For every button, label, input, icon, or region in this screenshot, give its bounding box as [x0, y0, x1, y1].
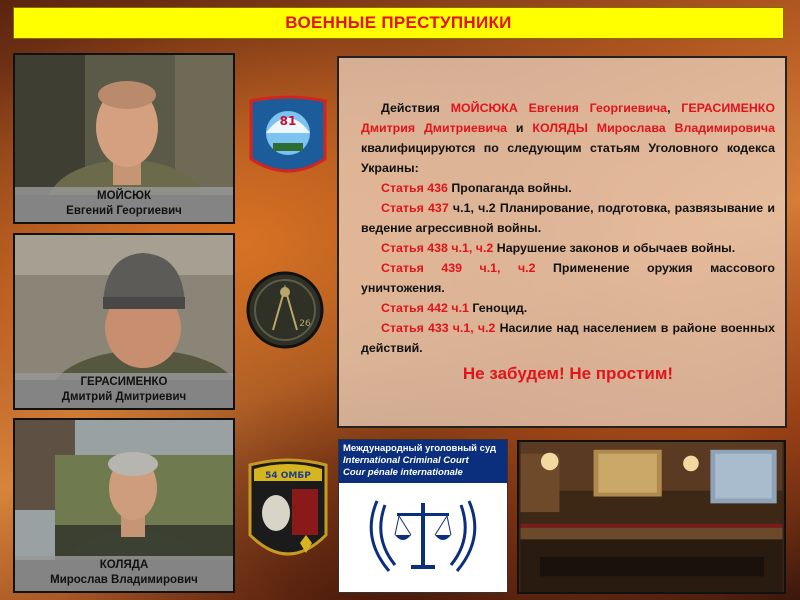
brigade-26-patch-icon	[245, 270, 325, 350]
person-name-1: Евгений Георгиевич	[66, 205, 182, 217]
person-name-3: Мирослав Владимирович	[50, 574, 198, 586]
article-item	[361, 258, 775, 298]
accused-name-2: ГЕРАСИМЕНКО Дмитрия Дмитриевича	[361, 101, 775, 135]
patch-label-54: 54 ОМБР	[265, 471, 311, 481]
person-photo-2	[15, 235, 233, 380]
article-item	[361, 298, 775, 318]
person-surname-1: МОЙСЮК	[97, 190, 151, 202]
brigade-54-patch-icon	[246, 455, 330, 573]
page-title: ВОЕННЫЕ ПРЕСТУПНИКИ	[285, 13, 512, 32]
article-item	[361, 198, 775, 238]
charges-panel	[337, 56, 787, 428]
article-text: ч.1, ч.2 Планирование, подготовка, развязывание и ведение агрессивной войны.	[361, 201, 775, 235]
article-text: Насилие над населением в районе военных действий.	[361, 321, 775, 355]
title-bar	[13, 7, 784, 39]
scales-of-justice-icon	[339, 483, 507, 589]
person-card-2	[13, 233, 235, 410]
article-text: Геноцид.	[468, 301, 528, 315]
icc-name-en: International Criminal Court	[343, 455, 469, 466]
icc-name-ru: Международный уголовный суд	[343, 443, 497, 454]
person-photo-3	[15, 420, 233, 560]
person-photo-1	[15, 55, 233, 195]
article-ref: Статья 437	[381, 201, 449, 215]
brigade-81-patch-icon	[247, 95, 329, 179]
article-ref: Статья 433 ч.1, ч.2	[381, 321, 496, 335]
patch-number-26: 26	[299, 319, 311, 329]
article-text: Пропаганда войны.	[447, 181, 572, 195]
article-item	[361, 178, 775, 198]
article-ref: Статья 438 ч.1, ч.2	[381, 241, 494, 255]
person-caption-1	[15, 187, 233, 222]
patch-number-81: 81	[279, 114, 297, 128]
article-item	[361, 238, 775, 258]
intro-text-1: Действия	[381, 101, 451, 115]
article-ref: Статья 439 ч.1, ч.2	[381, 261, 536, 275]
slogan: Не забудем! Не простим!	[462, 364, 674, 383]
person-surname-3: КОЛЯДА	[99, 559, 149, 571]
accused-name-3: КОЛЯДЫ Мирослава Владимировича	[532, 121, 775, 135]
article-text: Применение оружия массового уничтожения.	[361, 261, 775, 295]
intro-text-2: квалифицируются по следующим статьям Уголовного кодекса Украины:	[361, 141, 775, 175]
person-caption-3	[15, 556, 233, 591]
intro-and: и	[507, 121, 533, 135]
person-caption-2	[15, 373, 233, 408]
courtroom-photo	[517, 440, 786, 594]
person-surname-2: ГЕРАСИМЕНКО	[80, 376, 168, 388]
accused-name-1: МОЙСЮКА Евгения Георгиевича	[450, 101, 668, 115]
charges-intro	[361, 98, 775, 178]
article-item	[361, 318, 775, 358]
icc-header	[339, 440, 507, 483]
person-card-3	[13, 418, 235, 593]
intro-comma: ,	[667, 101, 682, 115]
icc-logo-card	[338, 439, 508, 593]
icc-name-fr: Cour pénale internationale	[343, 467, 463, 478]
article-ref: Статья 442 ч.1	[381, 301, 469, 315]
article-ref: Статья 436	[381, 181, 448, 195]
person-card-1	[13, 53, 235, 224]
article-text: Нарушение законов и обычаев войны.	[493, 241, 736, 255]
person-name-2: Дмитрий Дмитриевич	[61, 391, 187, 403]
